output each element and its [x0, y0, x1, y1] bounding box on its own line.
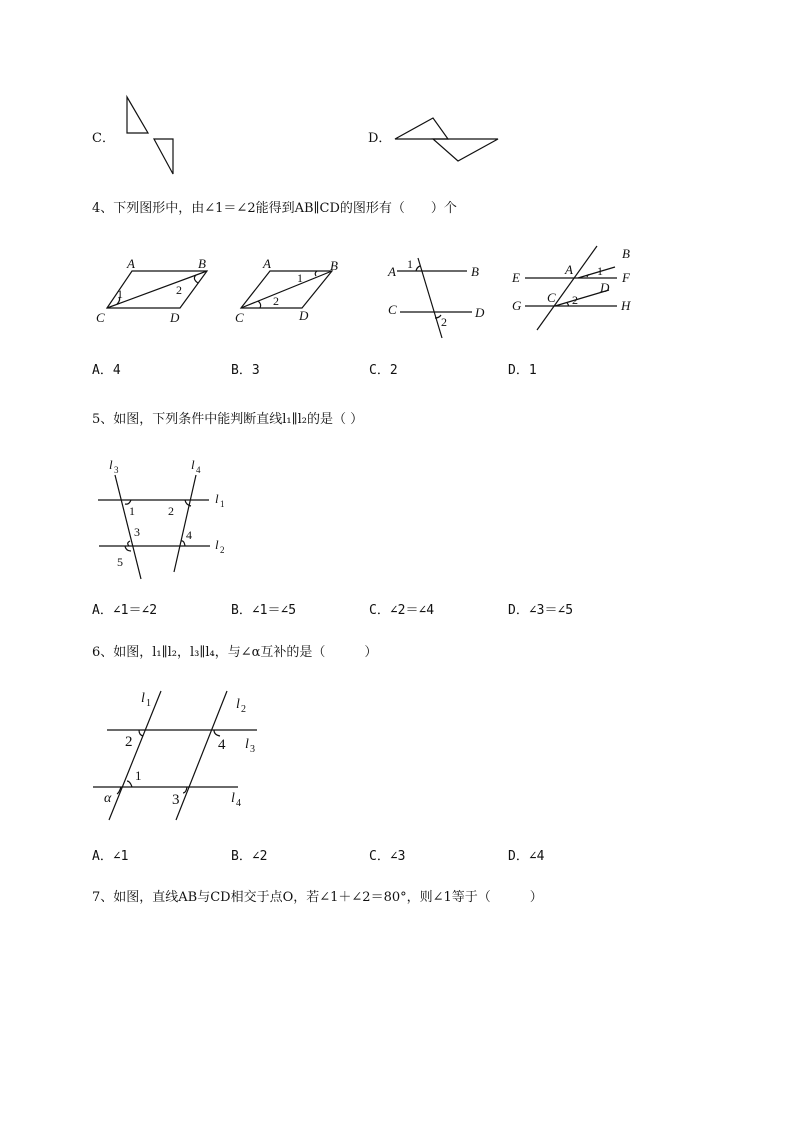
- q5-arc-3: [128, 541, 130, 546]
- q4-f4-label-G: G: [512, 298, 522, 313]
- q6-angle-alpha: α: [104, 791, 112, 806]
- q4-option-b: B．3: [231, 363, 260, 378]
- q4-f3-label-D: D: [475, 305, 485, 320]
- q6-label-l2-sub: 2: [241, 704, 246, 715]
- q4-f3-label-C: C: [388, 302, 397, 317]
- q5-stem: 5、如图，下列条件中能判断直线l₁∥l₂的是（ ）: [92, 412, 364, 427]
- q6-angle-4: 4: [218, 737, 226, 753]
- q5-line-l4: [174, 475, 196, 572]
- q3-c-upper-triangle: [127, 97, 148, 133]
- q6-figure: [90, 685, 265, 825]
- q5-angle-1: 1: [129, 504, 135, 518]
- q5-label-l1-sub: 1: [220, 499, 225, 509]
- q4-f3-angle-1: 1: [407, 257, 413, 271]
- q6-line-l2: [176, 691, 227, 820]
- q5-angle-2: 2: [168, 504, 174, 518]
- q4-f4-line-B: [537, 246, 597, 330]
- q5-arc-5: [125, 546, 131, 551]
- q4-f1-angle-2: 2: [176, 283, 182, 297]
- q4-f2-label-B: B: [330, 258, 338, 273]
- q5-option-a: A．∠1＝∠2: [92, 603, 158, 618]
- q4-f1-label-A: A: [127, 256, 135, 271]
- q6-label-l4: l: [231, 791, 235, 806]
- q5-option-b: B．∠1＝∠5: [231, 603, 297, 618]
- q3-option-c-label: C．: [92, 131, 115, 146]
- q4-f4-angle-1: 1: [597, 264, 603, 278]
- q4-f3-arc-1: [416, 266, 420, 271]
- q6-option-d: D．∠4: [508, 849, 545, 864]
- q6-option-c: C．∠3: [369, 849, 406, 864]
- q6-label-l1-sub: 1: [146, 698, 151, 709]
- q4-option-d: D．1: [508, 363, 537, 378]
- q5-figure: [95, 455, 245, 585]
- q4-f2-arc-2: [258, 301, 261, 308]
- q4-f4-label-D: D: [600, 280, 610, 295]
- q4-f2-label-D: D: [299, 308, 309, 323]
- q5-angle-3: 3: [134, 525, 140, 539]
- q5-label-l2-sub: 2: [220, 545, 225, 555]
- q4-f4-arc-1: [587, 275, 589, 277]
- q5-label-l4: l: [191, 457, 195, 472]
- q6-arc-1: [127, 781, 132, 787]
- q4-f2-label-A: A: [263, 256, 271, 271]
- q5-label-l3-sub: 3: [114, 465, 119, 475]
- q5-option-d: D．∠3＝∠5: [508, 603, 574, 618]
- q4-figure-2: [230, 255, 360, 330]
- q4-f4-label-F: F: [622, 270, 630, 285]
- q3-option-d-figure: [390, 112, 505, 167]
- q5-angle-5: 5: [117, 555, 123, 569]
- q6-label-l4-sub: 4: [236, 798, 241, 809]
- q6-angle-3: 3: [172, 792, 180, 808]
- q4-f1-label-C: C: [96, 310, 105, 325]
- q6-angle-1: 1: [135, 768, 142, 783]
- q4-f1-angle-1: 1: [117, 287, 123, 301]
- q3-option-d-label: D．: [368, 131, 392, 146]
- q4-figure-1: [90, 255, 220, 330]
- q4-f4-label-H: H: [621, 298, 631, 313]
- q5-option-c: C．∠2＝∠4: [369, 603, 435, 618]
- q6-stem: 6、如图，l₁∥l₂，l₃∥l₄，与∠α互补的是（ ）: [92, 645, 378, 660]
- q4-f4-angle-2: 2: [572, 293, 578, 307]
- q4-f3-transversal: [418, 258, 442, 338]
- q4-figure-4: [505, 240, 645, 340]
- q4-f4-label-E: E: [512, 270, 520, 285]
- q4-f1-arc-2: [194, 275, 198, 283]
- q4-f2-angle-2: 2: [273, 294, 279, 308]
- q6-label-l3-sub: 3: [250, 744, 255, 755]
- q6-option-b: B．∠2: [231, 849, 268, 864]
- q6-label-l2: l: [236, 697, 240, 712]
- q6-label-l3: l: [245, 737, 249, 752]
- q4-figure-3: [385, 250, 495, 345]
- q6-line-l1: [109, 691, 161, 820]
- q5-angle-4: 4: [186, 528, 192, 542]
- q4-f2-label-C: C: [235, 310, 244, 325]
- q4-stem: 4、下列图形中，由∠1＝∠2能得到AB∥CD的图形有（ ）个: [92, 201, 457, 216]
- q4-f1-label-D: D: [170, 310, 180, 325]
- q6-label-l1: l: [141, 691, 145, 706]
- q3-d-left-triangle: [395, 118, 448, 139]
- q6-arc-4: [214, 730, 220, 736]
- q3-d-right-triangle: [433, 139, 498, 161]
- q5-label-l3: l: [109, 457, 113, 472]
- q5-label-l4-sub: 4: [196, 465, 201, 475]
- q6-arc-2: [139, 730, 143, 736]
- q4-f4-label-C: C: [547, 290, 556, 305]
- q4-option-a: A．4: [92, 363, 121, 378]
- q4-f2-arc-1: [315, 271, 317, 276]
- q4-f3-angle-2: 2: [441, 315, 447, 329]
- q4-f2-angle-1: 1: [297, 271, 303, 285]
- q4-f3-label-B: B: [471, 264, 479, 279]
- q7-stem: 7、如图，直线AB与CD相交于点O，若∠1＋∠2＝80°，则∠1等于（ ）: [92, 890, 543, 905]
- q5-label-l1: l: [215, 491, 219, 506]
- q6-angle-2: 2: [125, 734, 133, 750]
- q4-f3-label-A: A: [388, 264, 396, 279]
- q3-c-lower-triangle: [154, 139, 173, 174]
- q6-option-a: A．∠1: [92, 849, 129, 864]
- q4-option-c: C．2: [369, 363, 398, 378]
- q4-f1-label-B: B: [198, 256, 206, 271]
- q4-f2-diagonal: [241, 271, 332, 308]
- q4-f4-label-B: B: [622, 246, 630, 261]
- q5-arc-4: [181, 541, 185, 546]
- q5-label-l2: l: [215, 537, 219, 552]
- q4-f4-label-A: A: [565, 262, 573, 277]
- q3-option-c-figure: [120, 95, 180, 180]
